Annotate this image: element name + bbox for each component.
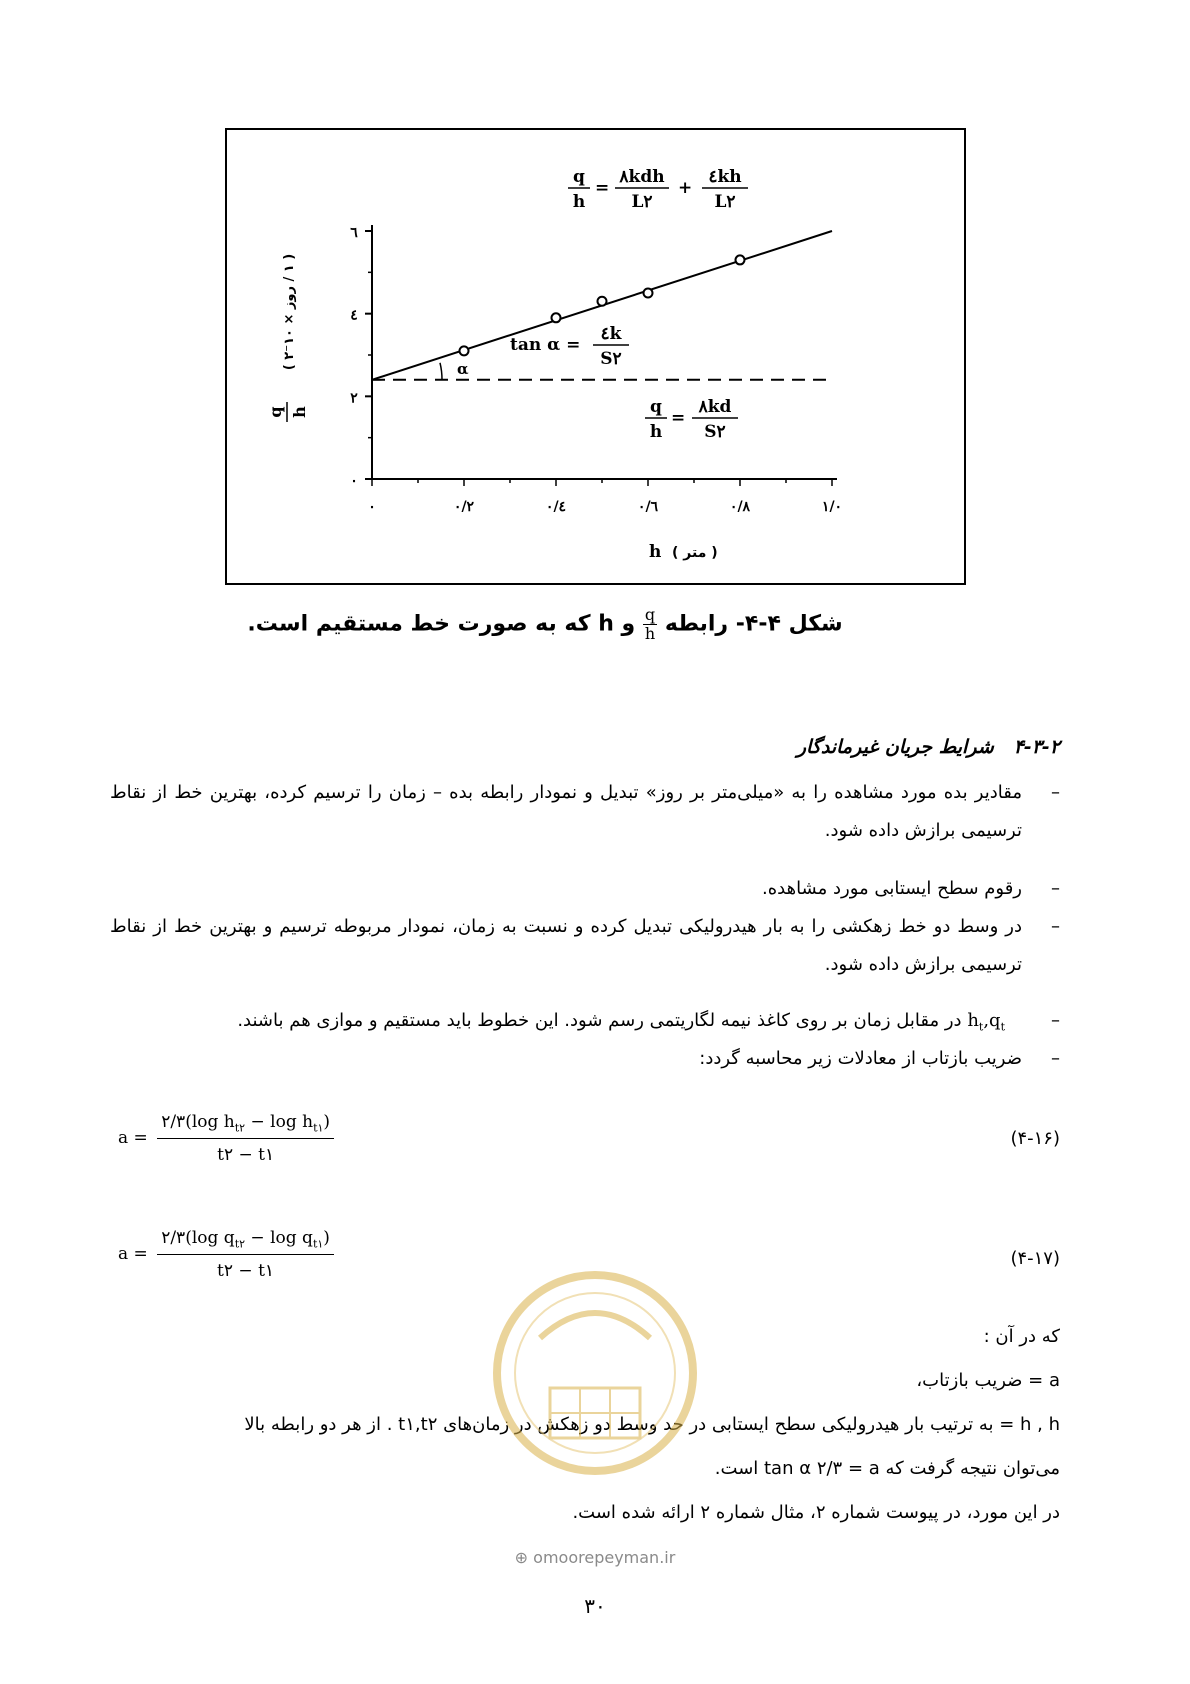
top-eq-term2-den: L٢ bbox=[714, 192, 736, 212]
top-eq-lhs-den: h bbox=[572, 192, 586, 212]
eq17-sub2: t١ bbox=[312, 1237, 324, 1251]
bottom-eq-rhs-den: S٢ bbox=[704, 422, 726, 442]
eq16-lhs: a = bbox=[118, 1128, 148, 1149]
tan-eq-prefix: tan α = bbox=[510, 335, 581, 355]
eq16-fraction bbox=[157, 1112, 334, 1165]
eq16-num-b: − log h bbox=[245, 1112, 314, 1132]
eq17-numerator bbox=[157, 1228, 334, 1255]
bullet-dash: – bbox=[1051, 916, 1060, 937]
x-label-unit: ( متر ) bbox=[672, 545, 718, 561]
tan-eq-frac-num: ٤k bbox=[600, 324, 622, 344]
eq17-sub1: t٢ bbox=[234, 1237, 246, 1251]
data-point bbox=[598, 297, 607, 306]
data-point bbox=[644, 289, 653, 298]
eq17-num-c: ) bbox=[323, 1228, 330, 1248]
bullet-text: در مقابل زمان بر روی کاغذ نیمه لگاریتمی رسم شود. این خطوط باید مستقیم و موازی هم باشند. bbox=[237, 1010, 962, 1031]
y-tick-label: ٠ bbox=[350, 473, 358, 489]
eq16-sub2: t١ bbox=[313, 1121, 324, 1135]
alpha-label: α bbox=[457, 359, 469, 378]
list-item bbox=[110, 774, 1060, 850]
definition-a: a = ضریب بازتاب، bbox=[916, 1370, 1060, 1391]
list-item bbox=[110, 908, 1060, 984]
top-eq-equals: = bbox=[595, 178, 610, 198]
bottom-eq-rhs-num: ٨kd bbox=[698, 397, 732, 417]
tan-eq-frac-den: S٢ bbox=[600, 349, 622, 369]
bullet-dash: – bbox=[1051, 1048, 1060, 1069]
bullet-dash: – bbox=[1051, 878, 1060, 899]
alpha-arc bbox=[440, 363, 442, 380]
caption-fraction bbox=[643, 606, 657, 643]
eq17-denominator: t٢ − t١ bbox=[217, 1261, 275, 1282]
bottom-eq-equals: = bbox=[671, 408, 686, 428]
section-heading bbox=[797, 736, 1060, 758]
equation-17-label: (۴-۱۷) bbox=[1010, 1248, 1060, 1269]
appendix-note: در این مورد، در پیوست شماره ۲، مثال شماره ۲ ارائه شده است. bbox=[572, 1502, 1060, 1523]
eq17-num-b: − log q bbox=[245, 1228, 313, 1248]
y-label-unit: ( ١ / روز × ١٠⁻٢ ) bbox=[282, 253, 297, 371]
bottom-eq-lhs-den: h bbox=[649, 422, 663, 442]
section-number: ۴-۳-۲ bbox=[1013, 736, 1060, 758]
caption-mid: و h bbox=[598, 611, 636, 637]
y-tick-label: ٦ bbox=[350, 225, 358, 241]
bullet4-h: h bbox=[967, 1010, 979, 1031]
eq16-denominator: t٢ − t١ bbox=[217, 1145, 275, 1166]
x-tick-label: ٠/٤ bbox=[545, 499, 567, 515]
caption-frac-num: q bbox=[643, 606, 657, 625]
bullet-dash: – bbox=[1051, 782, 1060, 803]
top-eq-plus: + bbox=[678, 178, 693, 198]
data-point bbox=[552, 313, 561, 322]
section-title: شرایط جریان غیرماندگار bbox=[796, 736, 994, 758]
bottom-eq-lhs-num: q bbox=[650, 397, 662, 417]
eq16-num-a: ٢/٣(log h bbox=[161, 1112, 235, 1132]
y-axis-label bbox=[266, 254, 309, 422]
x-tick-label: ٠ bbox=[368, 499, 376, 515]
page-number: ٣٠ bbox=[584, 1594, 606, 1618]
bullet4-t: t bbox=[978, 1020, 984, 1034]
top-eq-lhs-num: q bbox=[573, 167, 585, 187]
x-tick-label: ١/٠ bbox=[821, 499, 843, 515]
bullet-text: مقادیر بده مورد مشاهده را به «میلی‌متر بر روز» تبدیل و نمودار رابطه بده – زمان را ترسیم کرده، بهترین خط از نقاط ترسیمی برازش داده شود. bbox=[110, 782, 1022, 841]
y-tick-label: ٢ bbox=[350, 390, 358, 407]
watermark-url-text: omoorepeyman.ir bbox=[533, 1548, 676, 1567]
equation-16 bbox=[118, 1112, 334, 1165]
list-item bbox=[110, 1040, 1060, 1078]
top-eq-term2-num: ٤kh bbox=[708, 167, 742, 187]
figure-caption bbox=[200, 606, 890, 643]
bullet-text: ضریب بازتاب از معادلات زیر محاسبه گردد: bbox=[699, 1048, 1022, 1069]
caption-suffix: که به صورت خط مستقیم است. bbox=[247, 611, 591, 637]
definition-h-cont: می‌توان نتیجه گرفت که a = ٢/٣ tan α است. bbox=[714, 1458, 1060, 1479]
bullet4-math: $h_t,q_t$ bbox=[967, 1010, 1005, 1034]
bullet-text: در وسط دو خط زهکشی را به بار هیدرولیکی تبدیل کرده و نسبت به زمان، نمودار مربوطه ترسیم و بهترین خط از نقاط ترسیمی برازش داده شود. bbox=[110, 916, 1022, 975]
x-tick-label: ٠/٦ bbox=[637, 499, 659, 515]
caption-frac-den: h bbox=[644, 624, 656, 643]
eq16-sub1: t٢ bbox=[234, 1121, 246, 1135]
x-label-var: h bbox=[649, 542, 662, 562]
top-eq-term1-num: ٨kdh bbox=[619, 167, 665, 187]
x-tick-label: ٠/٢ bbox=[453, 499, 475, 515]
watermark-url: ⊕ omoorepeyman.ir bbox=[514, 1548, 676, 1567]
eq17-num-a: ٢/٣(log q bbox=[161, 1228, 235, 1248]
data-point bbox=[736, 255, 745, 264]
eq16-numerator bbox=[157, 1112, 334, 1139]
x-tick-label: ٠/٨ bbox=[729, 499, 751, 515]
watermark-seal bbox=[490, 1268, 700, 1478]
top-eq-term1-den: L٢ bbox=[631, 192, 653, 212]
eq16-num-c: ) bbox=[323, 1112, 331, 1132]
where-line: که در آن : bbox=[983, 1326, 1060, 1347]
data-point bbox=[460, 346, 469, 355]
eq17-fraction bbox=[157, 1228, 334, 1281]
list-item bbox=[110, 870, 1060, 908]
eq17-lhs: a = bbox=[118, 1244, 148, 1265]
y-label-den: h bbox=[290, 406, 309, 418]
y-tick-label: ٤ bbox=[350, 307, 358, 324]
definition-h: h , h = به ترتیب بار هیدرولیکی سطح ایستابی در حد وسط دو زهکش در زمان‌های t٢,t١ . از هر دو رابطه بالا bbox=[244, 1414, 1060, 1435]
bullet-dash: – bbox=[1051, 1010, 1060, 1031]
scatter-plot bbox=[227, 130, 968, 587]
caption-prefix: شکل ۴-۴- رابطه bbox=[664, 611, 843, 637]
y-label-num: q bbox=[266, 406, 285, 418]
figure-frame bbox=[225, 128, 966, 585]
equation-17 bbox=[118, 1228, 334, 1281]
equation-16-label: (۴-۱۶) bbox=[1010, 1128, 1060, 1149]
bullet-text: رقوم سطح ایستابی مورد مشاهده. bbox=[761, 878, 1022, 899]
